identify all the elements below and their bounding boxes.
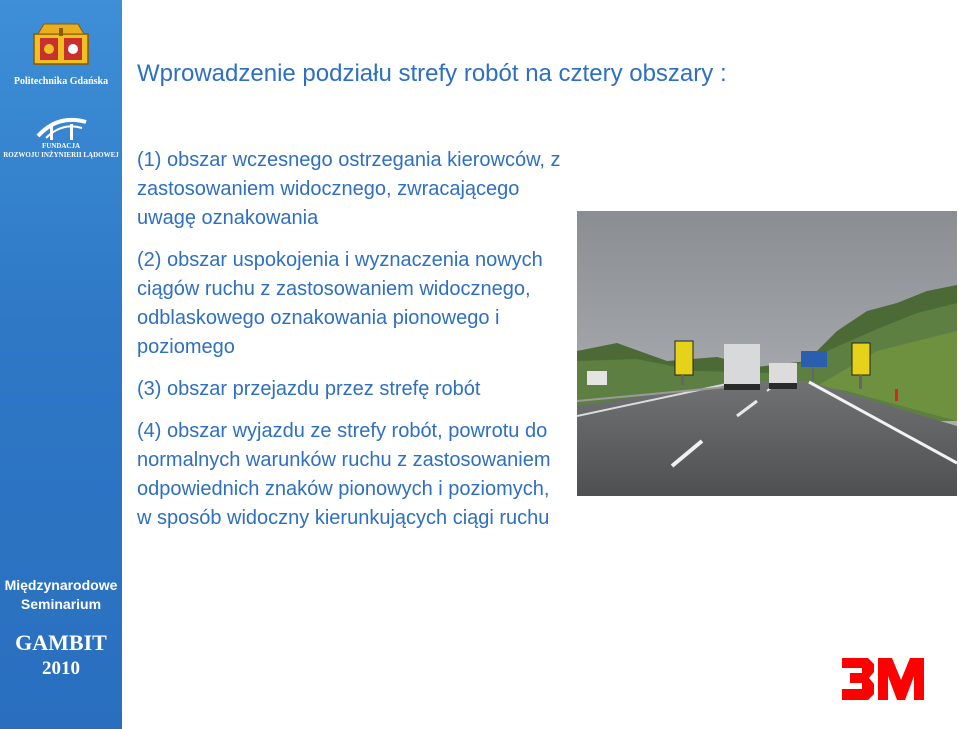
university-name: Politechnika Gdańska [13,76,109,87]
seminar-line1: Międzynarodowe [4,577,118,593]
university-crest-icon [30,20,92,70]
sidebar [0,0,122,729]
seminar-name [0,576,122,614]
zones-list [137,146,567,533]
foundation-line2: ROZWOJU INŻYNIERII LĄDOWEJ [3,151,119,159]
seminar-line2: Seminarium [20,596,102,612]
zone-item-4: (4) obszar wyjazdu ze strefy robót, powrotu do normalnych warunków ruchu z zastosowaniem odpowiednich znaków pionowych i poziomych, w sposób widoczny kierunkujących ciągi ruchu [137,420,551,529]
event-year: 2010 [42,658,80,679]
event-name: GAMBIT [15,630,107,655]
foundation-line1: FUNDACJA [41,142,81,150]
foundation-name [0,142,122,160]
road-work-zone-photo [577,211,957,496]
slide-title: Wprowadzenie podziału strefy robót na cztery obszary : [137,60,727,87]
zone-item-1: (1) obszar wczesnego ostrzegania kierowców, z zastosowaniem widocznego, zwracającego uwagę oznakowania [137,149,561,229]
zone-item-2: (2) obszar uspokojenia i wyznaczenia nowych ciągów ruchu z zastosowaniem widocznego, odblaskowego oznakowania pionowego i poziomego [137,249,543,358]
brand-3m-logo [838,648,928,708]
foundation-logo-icon [36,112,90,142]
zone-item-3: (3) obszar przejazdu przez strefę robót [137,378,481,400]
